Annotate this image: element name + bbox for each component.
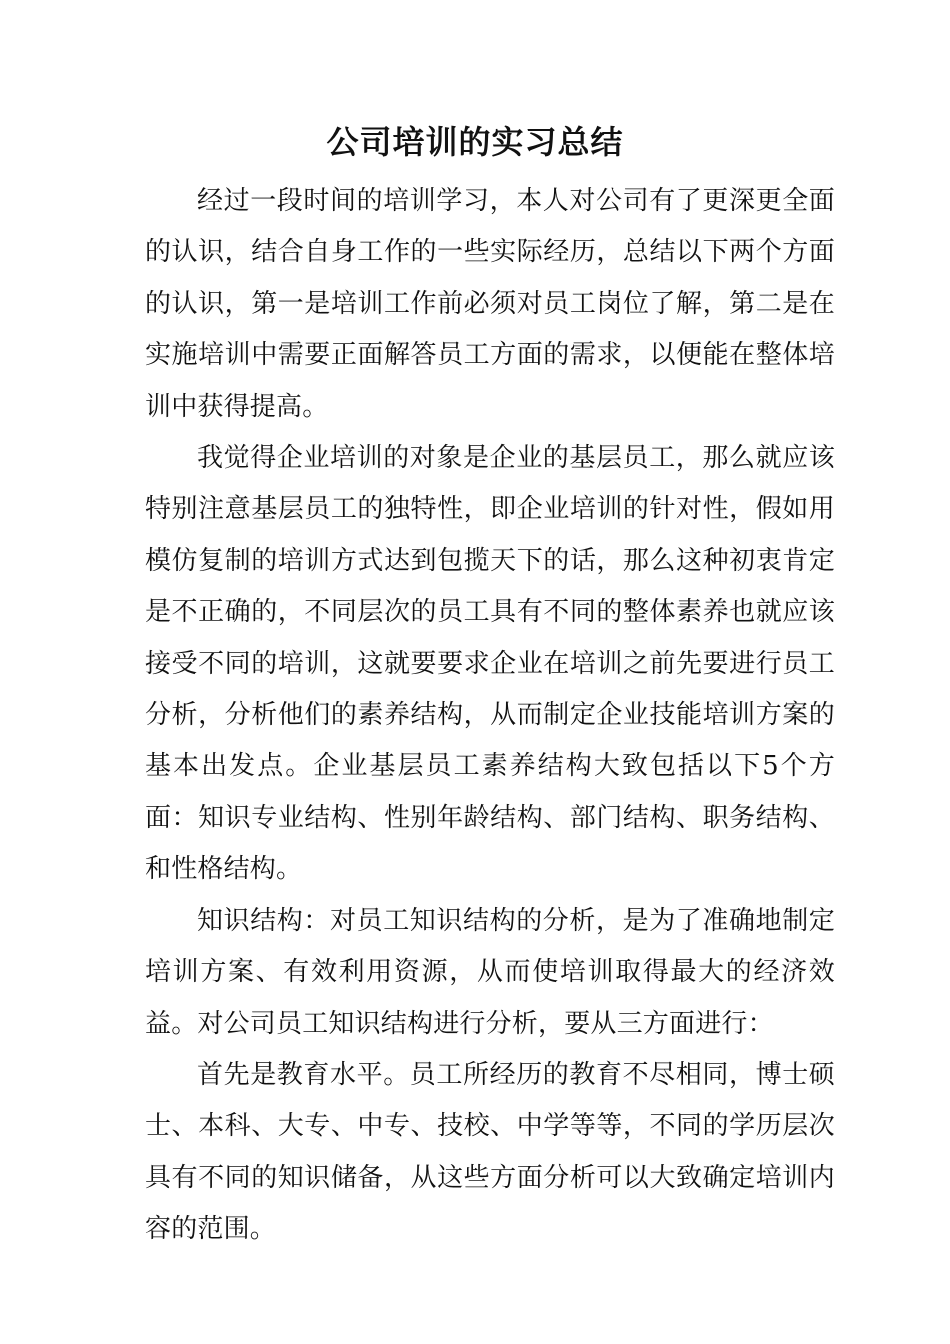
- paragraph-knowledge-structure: 知识结构：对员工知识结构的分析，是为了准确地制定培训方案、有效利用资源，从而使培训取得最大的经济效益。对公司员工知识结构进行分析，要从三方面进行：: [145, 905, 835, 1039]
- paragraph-education-level: 首先是教育水平。员工所经历的教育不尽相同，博士硕士、本科、大专、中专、技校、中学等等，不同的学历层次具有不同的知识储备，从这些方面分析可以大致确定培训内容的范围。: [145, 1059, 835, 1245]
- document-title: 公司培训的实习总结: [326, 123, 624, 161]
- paragraph-employee-analysis: 我觉得企业培训的对象是企业的基层员工，那么就应该特别注意基层员工的独特性，即企业培训的针对性，假如用模仿复制的培训方式达到包揽天下的话，那么这种初衷肯定是不正确的，不同层次的员工具有不同的整体素养也就应该接受不同的培训，这就要要求企业在培训之前先要进行员工分析，分析他们的素养结构，从而制定企业技能培训方案的基本出发点。企业基层员工素养结构大致包括以下5个方面：知识专业结构、性别年龄结构、部门结构、职务结构、和性格结构。: [145, 443, 835, 885]
- document-body: [145, 176, 835, 1256]
- paragraph-intro: 经过一段时间的培训学习，本人对公司有了更深更全面的认识，结合自身工作的一些实际经历，总结以下两个方面的认识，第一是培训工作前必须对员工岗位了解，第二是在实施培训中需要正面解答员工方面的需求，以便能在整体培训中获得提高。: [145, 186, 835, 422]
